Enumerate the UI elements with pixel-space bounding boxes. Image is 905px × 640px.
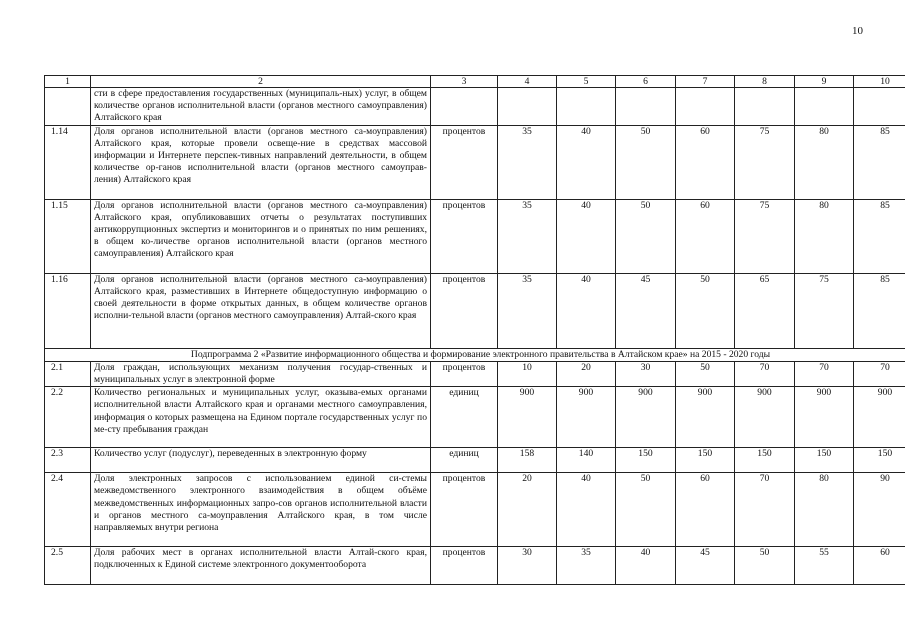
table-row [45, 473, 905, 547]
indicator-value: 30 [616, 361, 676, 386]
indicator-value: 65 [735, 273, 795, 348]
indicator-value: 40 [557, 125, 616, 199]
indicator-value [557, 88, 616, 126]
indicator-description: Доля органов исполнительной власти (органов местного са-моуправления) Алтайского края, опубликовавших отчеты о результатах поступивших антикоррупционных экспертиз и мониторингов и о принятых по ним решениях, в общем ко-личестве органов исполнительной власти (органов местного самоуправления) Алтайского края [91, 199, 431, 273]
indicator-description: сти в сфере предоставления государственных (муниципаль-ных) услуг, в общем количестве органов исполнительной власти (органов местного самоуправления) Алтайского края [91, 88, 431, 126]
indicator-description: Доля граждан, использующих механизм получения государ-ственных и муниципальных услуг в электронной форме [91, 361, 431, 386]
indicator-value: 40 [616, 547, 676, 585]
column-number: 3 [431, 76, 498, 88]
indicator-value [795, 88, 854, 126]
indicator-value: 150 [795, 448, 854, 473]
indicator-value: 150 [854, 448, 905, 473]
indicator-value: 50 [616, 125, 676, 199]
indicator-unit: единиц [431, 387, 498, 448]
indicator-value: 50 [676, 361, 735, 386]
indicator-value: 60 [676, 199, 735, 273]
indicator-description: Доля органов исполнительной власти (органов местного са-моуправления) Алтайского края, которые провели освеще-ние в средствах массовой информации и Интернете перспек-тивных направлений деятельности, в общем количестве ор-ганов исполнительной власти (органов местного самоуправ-ления) Алтайского края [91, 125, 431, 199]
column-number: 7 [676, 76, 735, 88]
indicator-value: 10 [498, 361, 557, 386]
indicator-value [854, 88, 905, 126]
indicator-value: 900 [735, 387, 795, 448]
column-number: 10 [854, 76, 905, 88]
indicator-code: 2.1 [45, 361, 91, 386]
indicator-description: Доля органов исполнительной власти (органов местного са-моуправления) Алтайского края, разместивших в Интернете общедоступную информацию о своей деятельности в форме открытых данных, в общем количестве органов исполни-тельной власти (органов местного самоуправления) Алтай-ского края [91, 273, 431, 348]
table-row [45, 361, 905, 386]
indicator-value: 150 [676, 448, 735, 473]
indicator-value: 45 [616, 273, 676, 348]
column-number: 5 [557, 76, 616, 88]
indicator-value: 40 [557, 473, 616, 547]
indicator-unit: процентов [431, 125, 498, 199]
table-row [45, 88, 905, 126]
indicator-value: 90 [854, 473, 905, 547]
indicator-value: 35 [498, 273, 557, 348]
indicator-value: 20 [498, 473, 557, 547]
indicator-value: 70 [735, 473, 795, 547]
indicator-code: 1.15 [45, 199, 91, 273]
indicator-code [45, 88, 91, 126]
indicator-value: 900 [676, 387, 735, 448]
indicator-value: 40 [557, 273, 616, 348]
indicator-value: 85 [854, 273, 905, 348]
indicator-value: 35 [557, 547, 616, 585]
indicator-value: 80 [795, 199, 854, 273]
indicator-value: 40 [557, 199, 616, 273]
page-number: 10 [852, 25, 863, 37]
indicator-value: 55 [795, 547, 854, 585]
indicator-value: 70 [854, 361, 905, 386]
indicator-value: 150 [735, 448, 795, 473]
table-row [45, 547, 905, 585]
indicator-value: 85 [854, 199, 905, 273]
indicator-value [735, 88, 795, 126]
indicator-value: 50 [735, 547, 795, 585]
indicator-value [616, 88, 676, 126]
indicator-value: 20 [557, 361, 616, 386]
table-row [45, 448, 905, 473]
indicator-value: 75 [735, 125, 795, 199]
column-number-row [45, 76, 905, 88]
indicator-code: 2.5 [45, 547, 91, 585]
column-number: 4 [498, 76, 557, 88]
indicator-value: 60 [854, 547, 905, 585]
indicator-code: 1.16 [45, 273, 91, 348]
indicator-value: 50 [676, 273, 735, 348]
table-row [45, 125, 905, 199]
indicator-unit: единиц [431, 448, 498, 473]
indicator-unit [431, 88, 498, 126]
indicator-value: 150 [616, 448, 676, 473]
indicator-unit: процентов [431, 547, 498, 585]
indicator-value: 80 [795, 473, 854, 547]
indicator-unit: процентов [431, 361, 498, 386]
indicator-value: 70 [735, 361, 795, 386]
indicator-description: Количество региональных и муниципальных услуг, оказыва-емых органами исполнительной власти Алтайского края и органами местного самоуправления, информация о которых размещена на Едином портале государственных услуг по ме-сту пребывания граждан [91, 387, 431, 448]
indicator-unit: процентов [431, 273, 498, 348]
indicator-value: 60 [676, 125, 735, 199]
indicator-unit: процентов [431, 199, 498, 273]
column-number: 1 [45, 76, 91, 88]
indicator-value: 85 [854, 125, 905, 199]
table-row [45, 273, 905, 348]
indicator-value: 75 [735, 199, 795, 273]
indicator-code: 2.2 [45, 387, 91, 448]
indicator-value: 50 [616, 473, 676, 547]
indicator-value: 900 [795, 387, 854, 448]
indicator-value: 75 [795, 273, 854, 348]
section-header-row [45, 348, 905, 361]
indicator-description: Количество услуг (подуслуг), переведенных в электронную форму [91, 448, 431, 473]
indicator-code: 2.3 [45, 448, 91, 473]
indicator-value: 35 [498, 199, 557, 273]
indicator-value: 900 [557, 387, 616, 448]
indicator-value [498, 88, 557, 126]
indicator-value: 80 [795, 125, 854, 199]
column-number: 9 [795, 76, 854, 88]
indicator-value: 45 [676, 547, 735, 585]
indicator-value: 158 [498, 448, 557, 473]
table-row [45, 387, 905, 448]
indicator-description: Доля электронных запросов с использованием единой си-стемы межведомственного электронного взаимодействия в общем объёме межведомственных информационных запро-сов органов исполнительной власти и органов местного са-моуправления Алтайского края, в том числе направляемых внутри региона [91, 473, 431, 547]
indicator-value: 900 [854, 387, 905, 448]
indicator-value: 35 [498, 125, 557, 199]
column-number: 6 [616, 76, 676, 88]
indicator-description: Доля рабочих мест в органах исполнительной власти Алтай-ского края, подключенных к Единой системе электронного документооборота [91, 547, 431, 585]
indicator-value: 140 [557, 448, 616, 473]
indicators-table [44, 75, 905, 585]
indicator-code: 1.14 [45, 125, 91, 199]
indicator-code: 2.4 [45, 473, 91, 547]
indicator-value [676, 88, 735, 126]
indicator-value: 900 [616, 387, 676, 448]
indicator-value: 900 [498, 387, 557, 448]
indicator-value: 50 [616, 199, 676, 273]
indicator-value: 70 [795, 361, 854, 386]
indicator-value: 30 [498, 547, 557, 585]
subprogram-title: Подпрограмма 2 «Развитие информационного общества и формирование электронного правительства в Алтайском крае» на 2015 - 2020 годы [45, 348, 905, 361]
indicator-unit: процентов [431, 473, 498, 547]
column-number: 8 [735, 76, 795, 88]
column-number: 2 [91, 76, 431, 88]
table-row [45, 199, 905, 273]
indicator-value: 60 [676, 473, 735, 547]
